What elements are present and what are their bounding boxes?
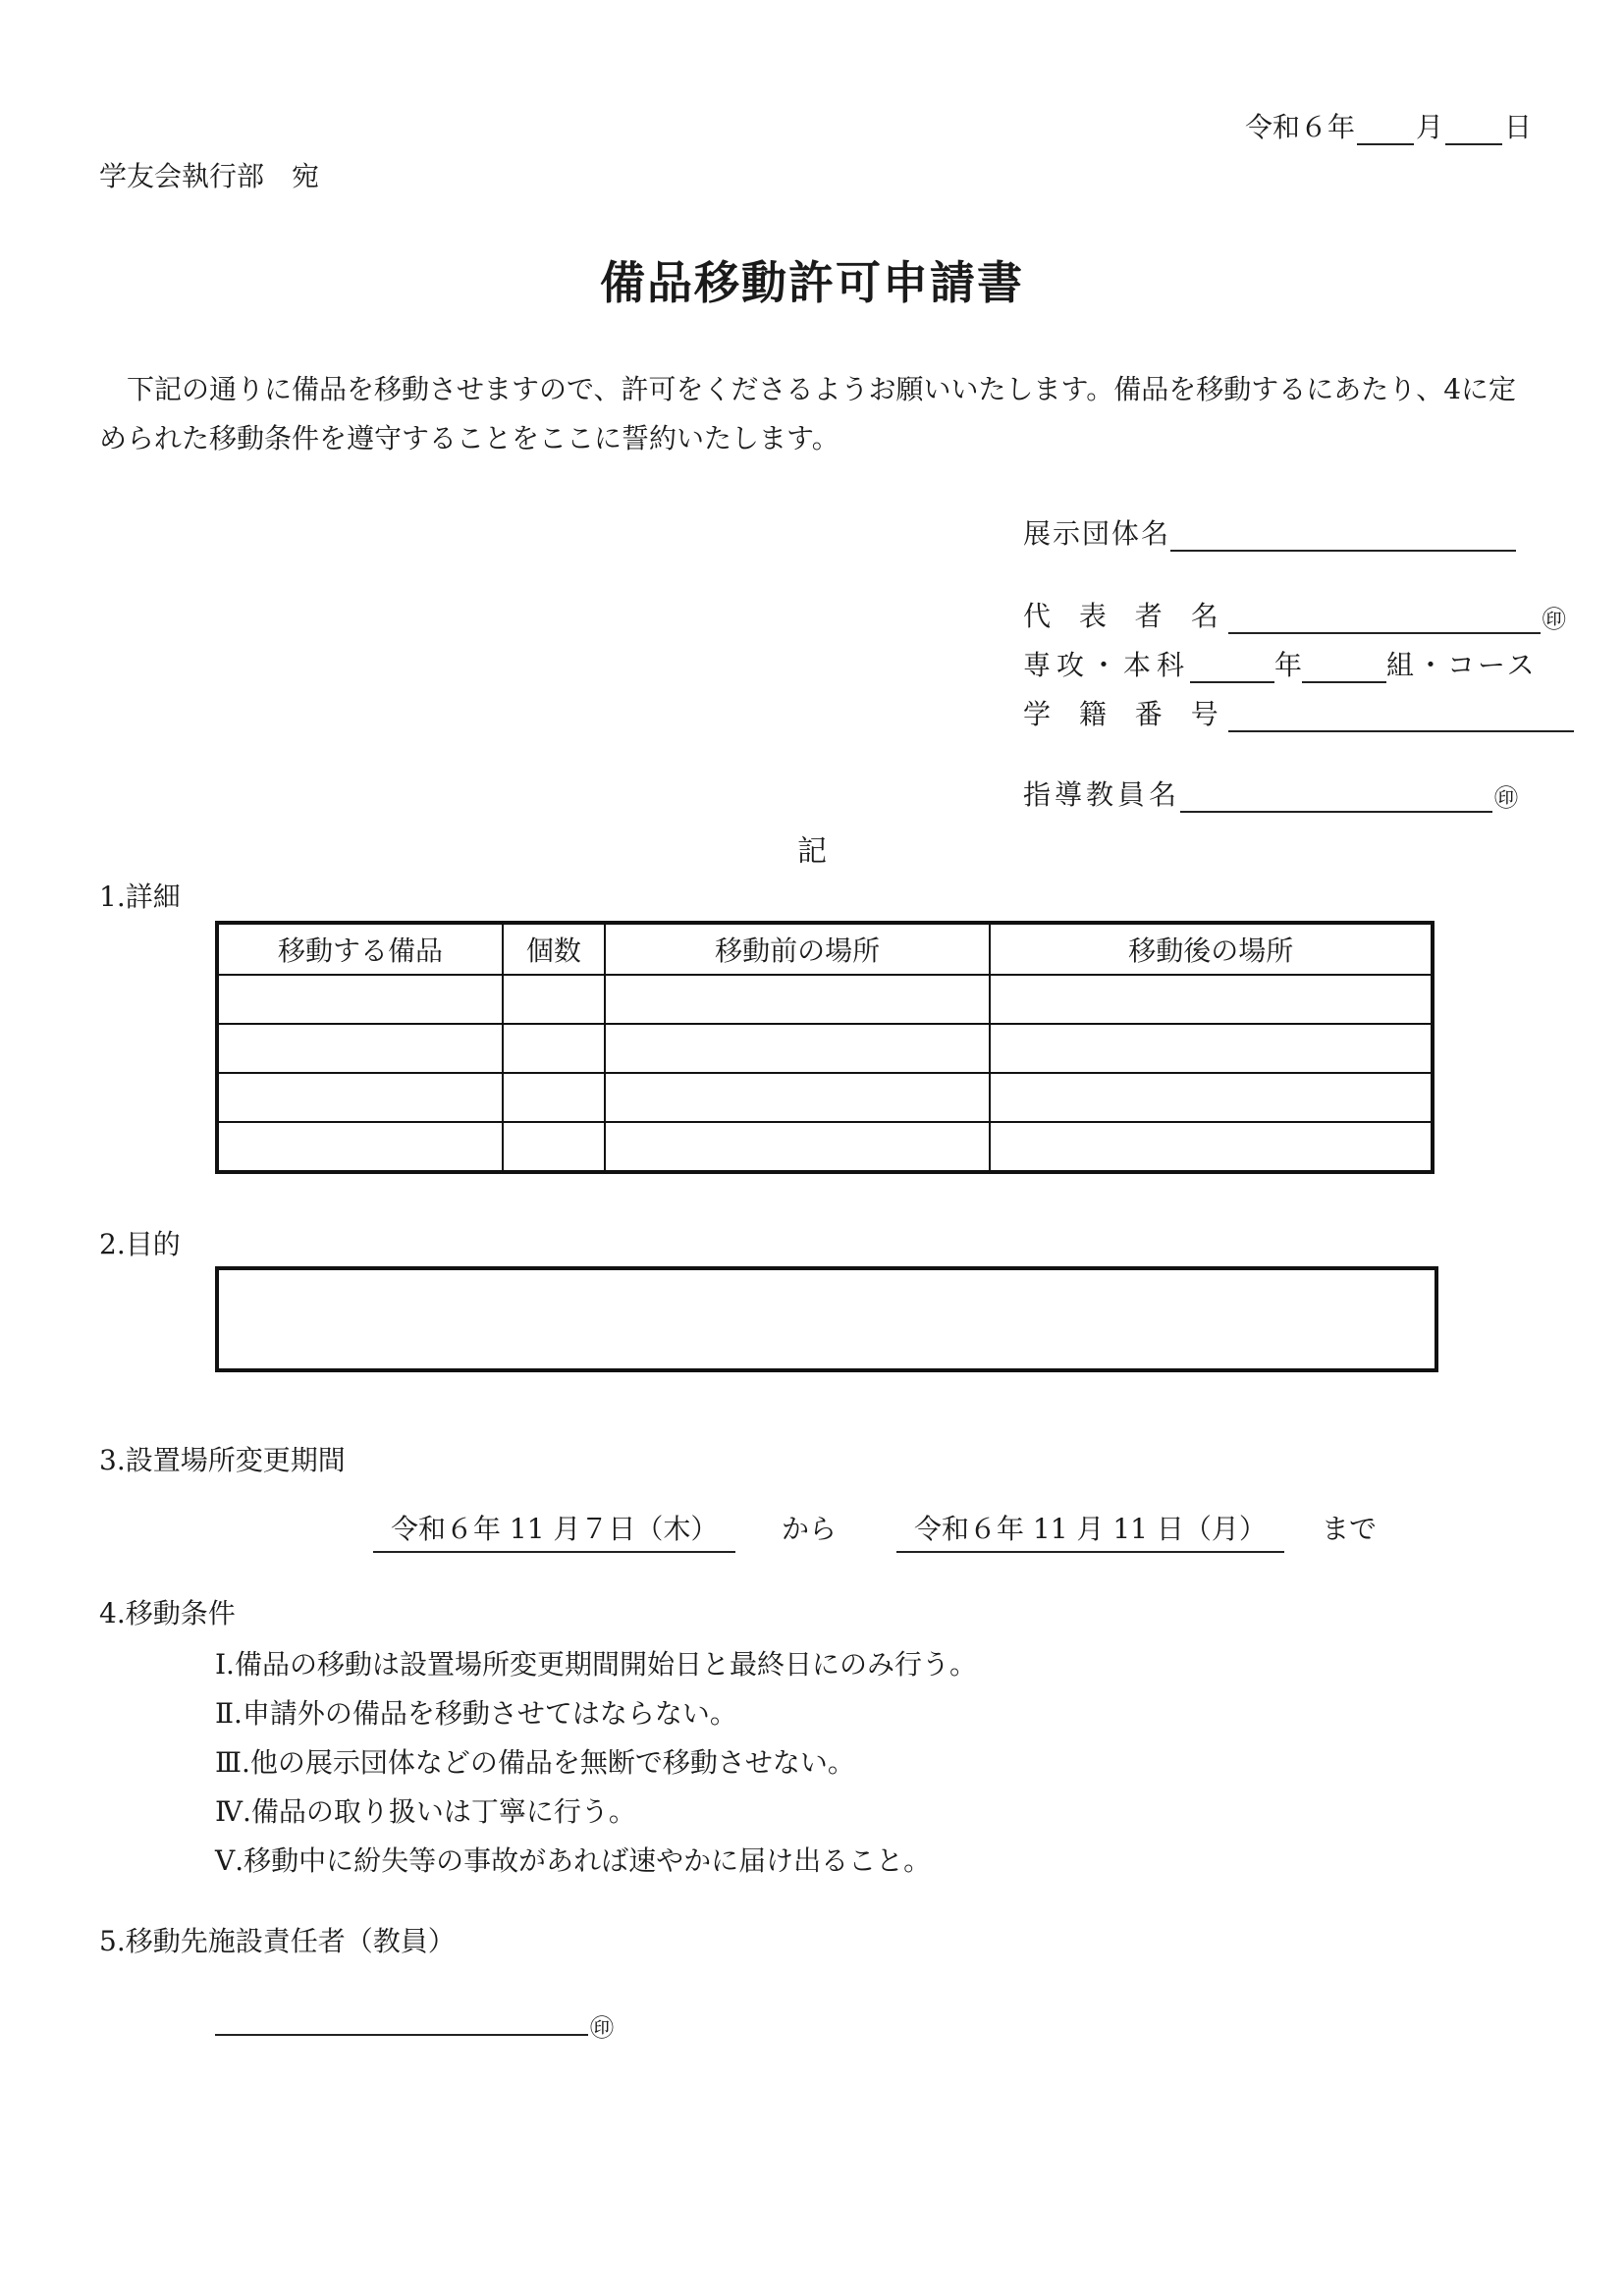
table-cell[interactable]: [990, 1122, 1433, 1172]
table-header-item: 移動する備品: [217, 923, 503, 975]
day-blank[interactable]: [1445, 114, 1502, 145]
table-cell[interactable]: [605, 975, 991, 1024]
student-id-field: [1023, 693, 1574, 732]
advisor-label: 指導教員名: [1023, 778, 1181, 811]
section-conditions-heading: 4.移動条件: [99, 1597, 236, 1629]
date-prefix: 令和６年: [1244, 111, 1355, 143]
group-name-field: [1023, 512, 1516, 552]
major-field: [1023, 644, 1538, 683]
condition-item: Ⅳ.備品の取り扱いは丁寧に行う。: [215, 1795, 636, 1828]
section-details-heading: 1.詳細: [99, 881, 181, 913]
group-name-label: 展示団体名: [1023, 517, 1171, 550]
student-id-label: 学 籍 番 号: [1023, 698, 1228, 730]
month-suffix: 月: [1415, 111, 1443, 143]
class-input[interactable]: [1302, 652, 1386, 683]
representative-field: [1023, 595, 1566, 634]
purpose-input-box[interactable]: [215, 1266, 1438, 1372]
section-period-heading: 3.設置場所変更期間: [99, 1444, 346, 1476]
class-course-label: 組・コース: [1386, 649, 1538, 681]
period-start-text: 令和６年 11 月７日（木）: [373, 1513, 735, 1553]
table-cell[interactable]: [503, 1073, 605, 1122]
condition-item: Ⅰ.備品の移動は設置場所変更期間開始日と最終日にのみ行う。: [215, 1648, 977, 1681]
seal-icon: ㊞: [1542, 606, 1566, 633]
period-end-date: [896, 1508, 1284, 1547]
advisor-input[interactable]: [1180, 781, 1492, 813]
table-row: [217, 1122, 1433, 1172]
table-cell[interactable]: [217, 1122, 503, 1172]
table-row: [217, 1073, 1433, 1122]
period-start-date: [373, 1508, 735, 1547]
application-date: [1245, 106, 1532, 145]
table-cell[interactable]: [990, 975, 1433, 1024]
table-cell[interactable]: [605, 1073, 991, 1122]
major-label: 専攻・本科: [1023, 649, 1191, 681]
table-cell[interactable]: [503, 975, 605, 1024]
day-suffix: 日: [1503, 111, 1532, 143]
condition-item: Ⅴ.移動中に紛失等の事故があれば速やかに届け出ること。: [215, 1844, 932, 1877]
table-cell[interactable]: [217, 975, 503, 1024]
period-end-text: 令和６年 11 月 11 日（月）: [896, 1513, 1284, 1553]
section-purpose-heading: 2.目的: [99, 1228, 181, 1260]
year-label: 年: [1274, 649, 1303, 681]
responsible-signature-line[interactable]: [215, 2002, 588, 2036]
table-cell[interactable]: [217, 1024, 503, 1073]
condition-item: Ⅲ.他の展示団体などの備品を無断で移動させない。: [215, 1746, 855, 1779]
condition-item: Ⅱ.申請外の備品を移動させてはならない。: [215, 1697, 737, 1730]
addressee: 学友会執行部 宛: [99, 160, 320, 192]
table-cell[interactable]: [605, 1122, 991, 1172]
month-blank[interactable]: [1357, 114, 1414, 145]
table-cell[interactable]: [605, 1024, 991, 1073]
seal-icon: ㊞: [1494, 784, 1519, 812]
table-row: [217, 975, 1433, 1024]
table-header-quantity: 個数: [503, 923, 605, 975]
group-name-input[interactable]: [1170, 520, 1516, 552]
table-cell[interactable]: [503, 1122, 605, 1172]
section-responsible-heading: 5.移動先施設責任者（教員）: [99, 1925, 456, 1957]
table-cell[interactable]: [503, 1024, 605, 1073]
table-header-from: 移動前の場所: [605, 923, 991, 975]
year-input[interactable]: [1190, 652, 1274, 683]
page-title: 備品移動許可申請書: [600, 256, 1024, 309]
intro-text: 下記の通りに備品を移動させますので、許可をくださるようお願いいたします。備品を移動するにあたり、4に定められた移動条件を遵守することをここに誓約いたします。: [99, 373, 1517, 454]
table-header-to: 移動後の場所: [990, 923, 1433, 975]
period-until-text: まで: [1322, 1513, 1378, 1545]
table-cell[interactable]: [217, 1073, 503, 1122]
advisor-field: [1023, 774, 1518, 813]
student-id-input[interactable]: [1228, 701, 1574, 732]
period-from-text: から: [782, 1513, 838, 1545]
representative-input[interactable]: [1228, 603, 1541, 634]
representative-label: 代 表 者 名: [1023, 600, 1228, 632]
table-cell[interactable]: [990, 1024, 1433, 1073]
ki-heading: 記: [797, 834, 827, 869]
table-cell[interactable]: [990, 1073, 1433, 1122]
details-table: [215, 921, 1435, 1174]
table-header-row: [217, 923, 1433, 975]
seal-icon: ㊞: [590, 2014, 614, 2042]
table-row: [217, 1024, 1433, 1073]
